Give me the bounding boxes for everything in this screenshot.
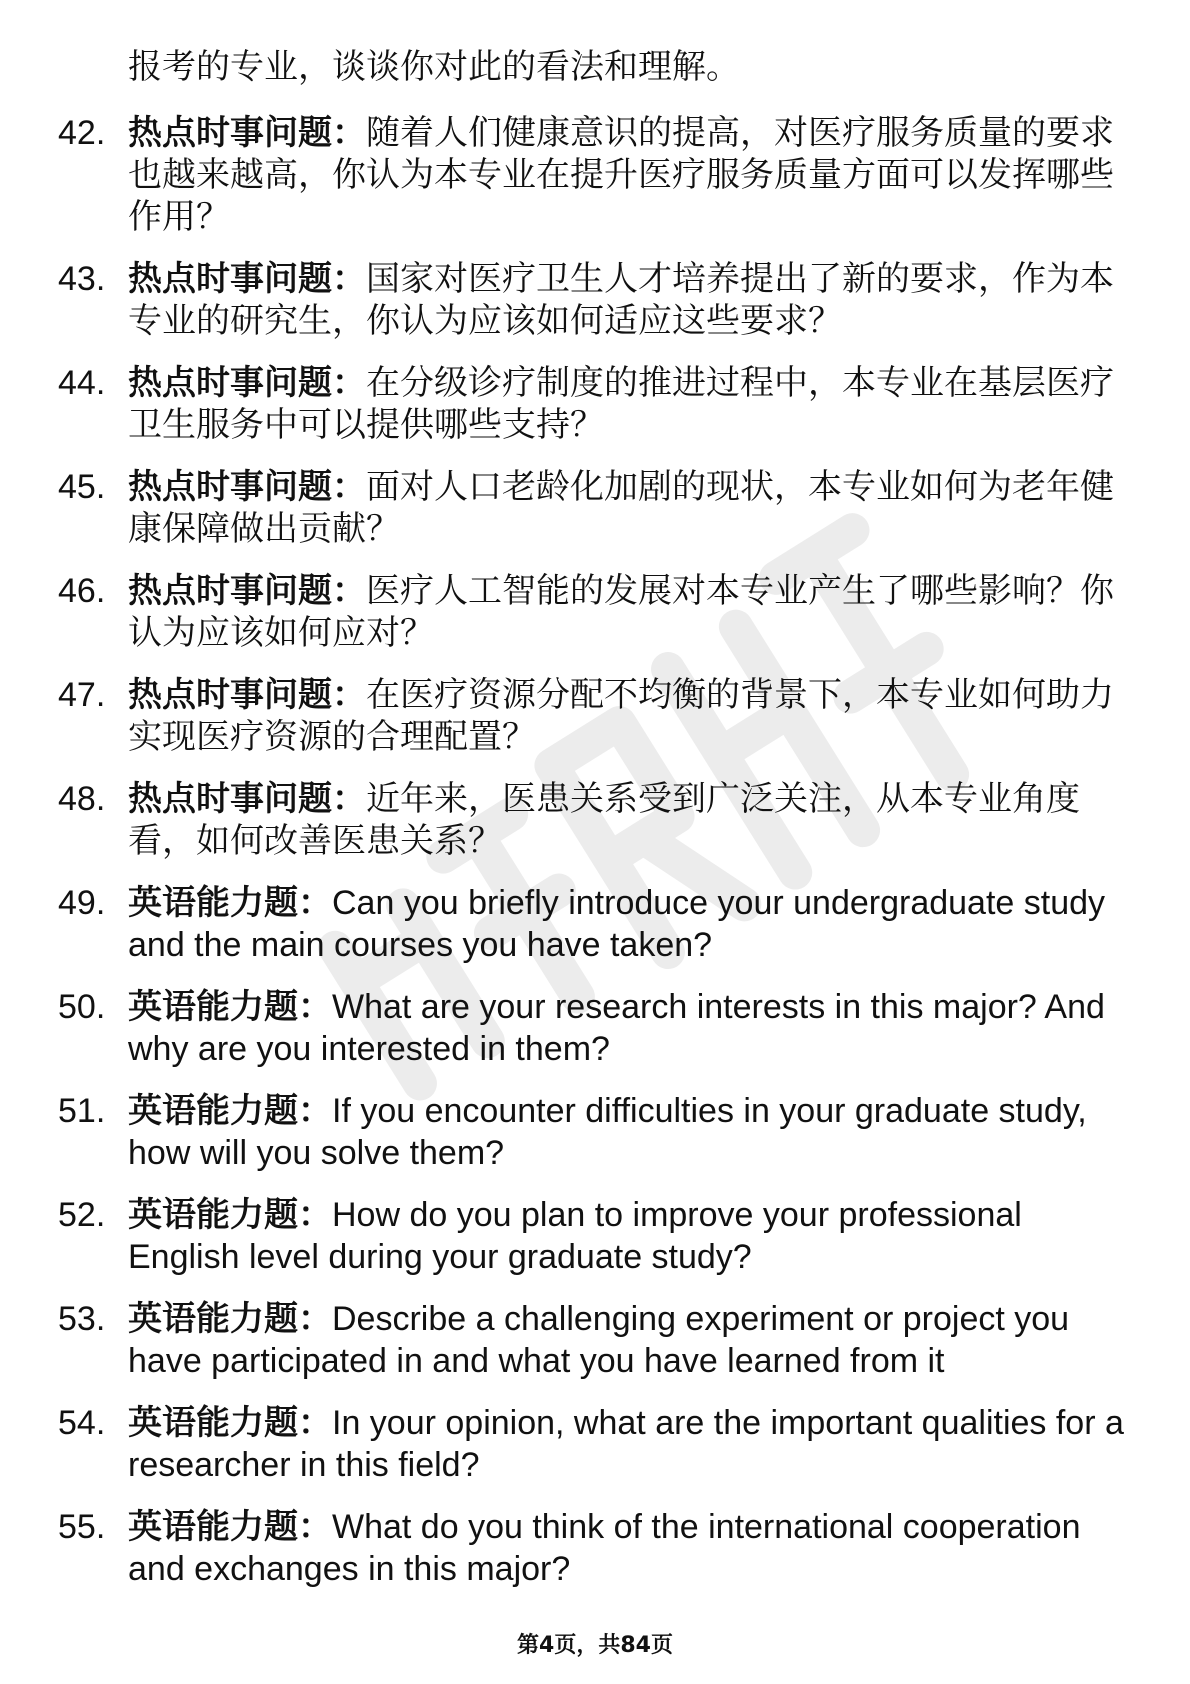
list-item [58, 674, 1138, 758]
question-category: 热点时事问题： [128, 675, 366, 715]
question-number: 51. [58, 1092, 106, 1130]
question-text: Describe a challenging experiment or project you have participated in and what you have learned from it [128, 1300, 1070, 1380]
list-item [58, 1402, 1138, 1486]
question-category: 热点时事问题： [128, 571, 366, 611]
question-category: 英语能力题： [128, 1299, 332, 1339]
page-content [58, 46, 1138, 1610]
question-number: 48. [58, 780, 106, 818]
question-text: 随着人们健康意识的提高，对医疗服务质量的要求也越来越高，你认为本专业在提升医疗服务质量方面可以发挥哪些作用？ [128, 113, 1114, 237]
list-item [58, 258, 1138, 342]
list-item [58, 112, 1138, 238]
question-number: 46. [58, 572, 106, 610]
question-category: 英语能力题： [128, 1403, 332, 1443]
list-item [58, 778, 1138, 862]
list-item [58, 570, 1138, 654]
question-text: What do you think of the international cooperation and exchanges in this major? [128, 1508, 1081, 1588]
question-list [58, 112, 1138, 1590]
question-number: 45. [58, 468, 106, 506]
question-text: How do you plan to improve your professional English level during your graduate study? [128, 1196, 1022, 1276]
question-text: 医疗人工智能的发展对本专业产生了哪些影响？你认为应该如何应对？ [128, 571, 1114, 653]
page-footer: 第4页，共84页 [517, 1633, 673, 1658]
question-number: 52. [58, 1196, 106, 1234]
question-number: 50. [58, 988, 106, 1026]
question-category: 英语能力题： [128, 1195, 332, 1235]
question-text: 面对人口老龄化加剧的现状，本专业如何为老年健康保障做出贡献？ [128, 467, 1114, 549]
question-number: 54. [58, 1404, 106, 1442]
list-item [58, 466, 1138, 550]
question-category: 热点时事问题： [128, 779, 366, 819]
question-category: 热点时事问题： [128, 113, 366, 153]
list-item [58, 882, 1138, 966]
list-item [58, 1090, 1138, 1174]
question-number: 53. [58, 1300, 106, 1338]
question-number: 49. [58, 884, 106, 922]
list-item [58, 362, 1138, 446]
question-text: 国家对医疗卫生人才培养提出了新的要求，作为本专业的研究生，你认为应该如何适应这些要求？ [128, 259, 1114, 341]
question-category: 英语能力题： [128, 1507, 332, 1547]
list-item [58, 1298, 1138, 1382]
question-text: What are your research interests in this major? And why are you interested in them? [128, 988, 1105, 1068]
question-text: In your opinion, what are the important qualities for a researcher in this field? [128, 1404, 1124, 1484]
question-category: 热点时事问题： [128, 363, 366, 403]
list-item [58, 1194, 1138, 1278]
question-text: 在医疗资源分配不均衡的背景下，本专业如何助力实现医疗资源的合理配置？ [128, 675, 1114, 757]
question-text: 近年来，医患关系受到广泛关注，从本专业角度看，如何改善医患关系？ [128, 779, 1080, 861]
question-number: 47. [58, 676, 106, 714]
question-number: 44. [58, 364, 106, 402]
question-number: 55. [58, 1508, 106, 1546]
list-item [58, 1506, 1138, 1590]
question-text: If you encounter difficulties in your graduate study, how will you solve them? [128, 1092, 1087, 1172]
continuation-text: 报考的专业，谈谈你对此的看法和理解。 [128, 47, 740, 87]
question-category: 英语能力题： [128, 987, 332, 1027]
question-category: 英语能力题： [128, 883, 332, 923]
list-item [58, 986, 1138, 1070]
question-text: 在分级诊疗制度的推进过程中，本专业在基层医疗卫生服务中可以提供哪些支持？ [128, 363, 1114, 445]
question-text: Can you briefly introduce your undergraduate study and the main courses you have taken? [128, 884, 1106, 964]
question-number: 42. [58, 114, 106, 152]
question-number: 43. [58, 260, 106, 298]
question-category: 英语能力题： [128, 1091, 332, 1131]
question-category: 热点时事问题： [128, 467, 366, 507]
question-category: 热点时事问题： [128, 259, 366, 299]
